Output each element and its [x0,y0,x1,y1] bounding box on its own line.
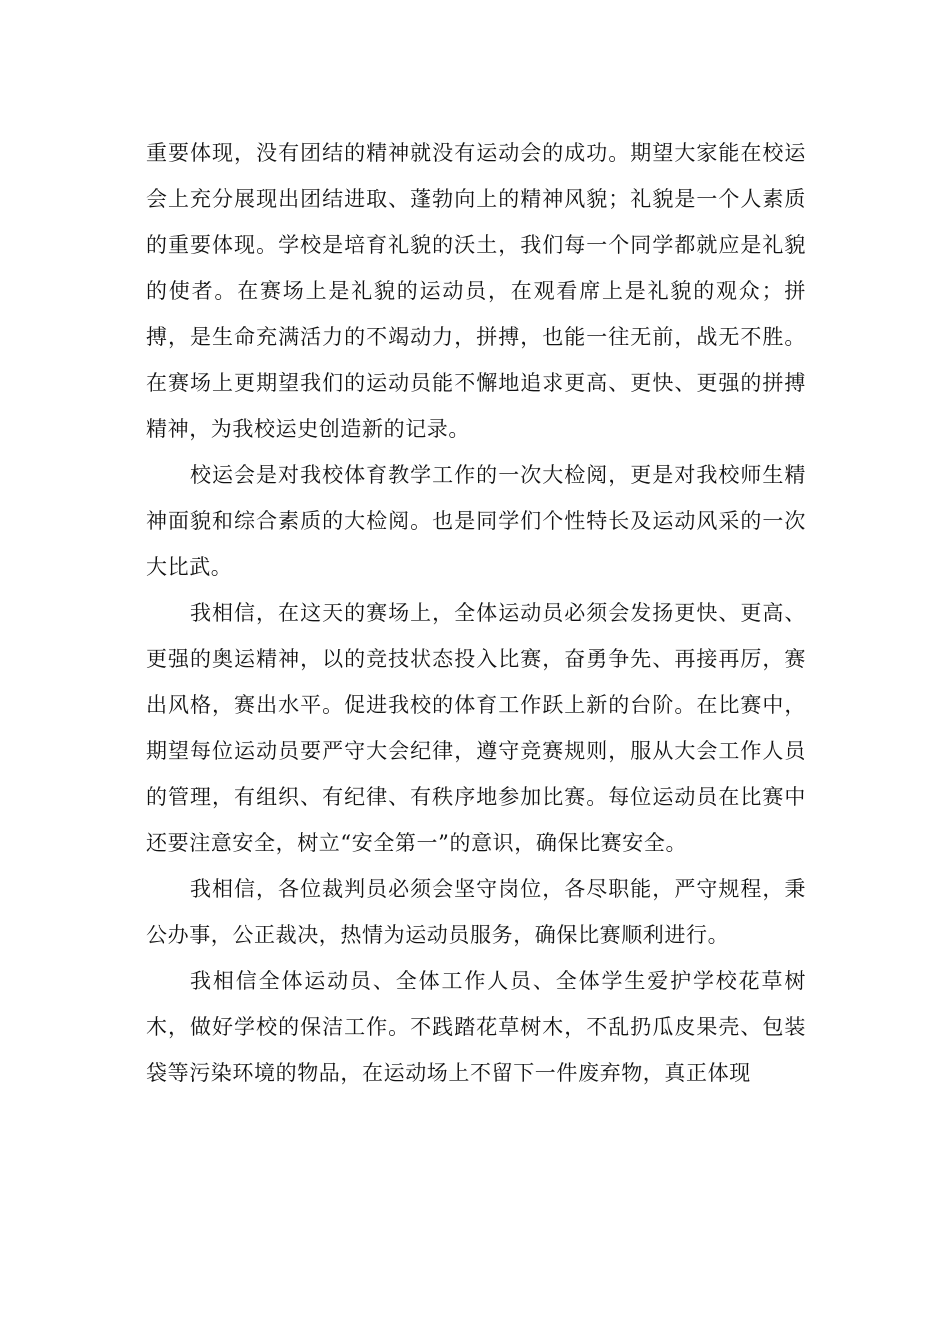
paragraph-2: 校运会是对我校体育教学工作的一次大检阅，更是对我校师生精神面貌和综合素质的大检阅。也是同学们个性特长及运动风采的一次大比武。 [146,463,806,579]
paragraph-5: 我相信全体运动员、全体工作人员、全体学生爱护学校花草树木，做好学校的保洁工作。不践踏花草树木，不乱扔瓜皮果壳、包装袋等污染环境的物品，在运动场上不留下一件废弃物，真正体现 [146,969,806,1085]
paragraph-1: 重要体现，没有团结的精神就没有运动会的成功。期望大家能在校运会上充分展现出团结进取、蓬勃向上的精神风貌；礼貌是一个人素质的重要体现。学校是培育礼貌的沃土，我们每一个同学都就应是礼貌的使者。在赛场上是礼貌的运动员，在观看席上是礼貌的观众；拼搏，是生命充满活力的不竭动力，拼搏，也能一往无前，战无不胜。在赛场上更期望我们的运动员能不懈地追求更高、更快、更强的拼搏精神，为我校运史创造新的记录。 [146,141,806,441]
paragraph-3: 我相信，在这天的赛场上，全体运动员必须会发扬更快、更高、更强的奥运精神，以的竞技状态投入比赛，奋勇争先、再接再厉，赛出风格，赛出水平。促进我校的体育工作跃上新的台阶。在比赛中，期望每位运动员要严守大会纪律，遵守竞赛规则，服从大会工作人员的管理，有组织、有纪律、有秩序地参加比赛。每位运动员在比赛中还要注意安全，树立“安全第一”的意识，确保比赛安全。 [146,601,806,855]
paragraph-4: 我相信，各位裁判员必须会坚守岗位，各尽职能，严守规程，秉公办事，公正裁决，热情为运动员服务，确保比赛顺利进行。 [146,877,806,947]
document-page [146,130,806,1096]
